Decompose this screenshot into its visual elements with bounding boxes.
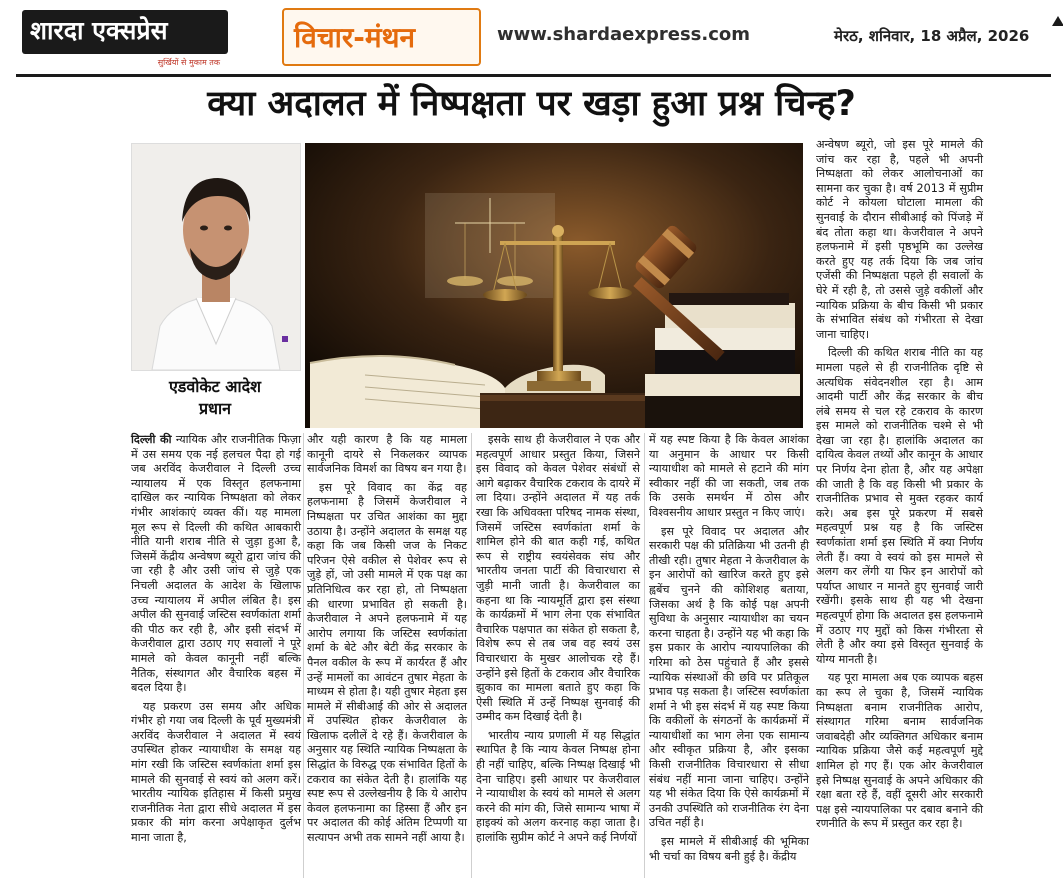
column-divider xyxy=(644,433,645,878)
article-column-2 xyxy=(307,433,467,878)
author-portrait-icon xyxy=(132,144,300,370)
author-name-line2: प्रधान xyxy=(199,399,231,418)
paragraph-text: न्यायिक और राजनीतिक फिज़ा में उस समय एक नई हलचल पैदा हो गई जब अरविंद केजरीवाल ने दिल्ली उच्च न्यायालय में एक विस्तृत हलफनामा दाखिल कर न्यायिक निष्पक्षता को लेकर गंभीर आशंकाएं व्यक्त कीं। यह मामला मूल रूप से दिल्ली की कथित आबकारी नीति यानी शराब नीति से जुड़ा हुआ है, जिसमें केंद्रीय अन्वेषण ब्यूरो द्वारा जांच की जा रही है और उसी जांच से जुड़े एक निचली अदालत के आदेश के खिलाफ उच्च न्यायालय में अपील लंबित है। इस अपील की सुनवाई जस्टिस स्वर्णकांता शर्मा की पीठ कर रही है, और इसी संदर्भ में केजरीवाल द्वारा उठाए गए सवालों ने पूरे मामले को केवल कानूनी नहीं बल्कि नैतिक, संस्थागत और वैचारिक बहस में बदल दिया है। xyxy=(131,433,301,695)
page-header xyxy=(0,0,1063,74)
author-name-line1: एडवोकेट आदेश xyxy=(168,377,262,396)
hero-image xyxy=(305,143,803,428)
author-photo xyxy=(131,143,301,371)
dateline: मेरठ, शनिवार, 18 अप्रैल, 2026 xyxy=(834,27,1030,45)
paragraph: भारतीय न्याय प्रणाली में यह सिद्धांत स्थापित है कि न्याय केवल निष्पक्ष होना ही नहीं चाहिए, बल्कि निष्पक्ष दिखाई भी देना चाहिए। इसी आधार पर केजरीवाल ने न्यायाधीश के स्वयं को मामले से अलग करने की मांग की, जिसे सामान्य भाषा में हाइक्यं को अलग करनाह कहा जाता है। हालांकि सुप्रीम कोर्ट ने अपने कई निर्णयों xyxy=(476,728,640,845)
author-byline xyxy=(131,376,299,420)
article-column-4 xyxy=(649,433,809,878)
section-logo xyxy=(282,8,481,66)
header-rule xyxy=(16,74,1051,77)
headline: क्या अदालत में निष्पक्षता पर खड़ा हुआ प्रश्न चिन्ह? xyxy=(207,84,856,124)
article-column-5 xyxy=(816,138,983,878)
section-name: विचार-मंथन xyxy=(294,21,416,54)
scales-gavel-icon xyxy=(305,143,803,428)
paragraph: इसके साथ ही केजरीवाल ने एक और महत्वपूर्ण आधार प्रस्तुत किया, जिसने इस विवाद को केवल पेशेवर संबंधों से आगे बढ़ाकर वैचारिक टकराव के दायरे में ला दिया। उन्होंने अदालत में यह तर्क रखा कि अधिवक्ता परिषद नामक संस्था, जिसमें जस्टिस स्वर्णकांता शर्मा के शामिल होने की बात कही गई, कथित रूप से राष्ट्रीय स्वयंसेवक संघ और भारतीय जनता पार्टी की विचारधारा से जुड़ी मानी जाती है। केजरीवाल का कहना था कि न्यायमूर्ति द्वारा इस संस्था के कार्यक्रमों में भाग लेना एक संभावित वैचारिक पक्षपात का संकेत हो सकता है, विशेष रूप से तब जब वह स्वयं उस विचारधारा के मुखर आलोचक रहे हैं। उन्होंने इसे हितों के टकराव और वैचारिक झुकाव का मामला बताते हुए कहा कि ऐसी स्थिति में उन्हें निष्पक्ष सुनवाई की उम्मीद कम दिखाई देती है। xyxy=(476,433,640,724)
paragraph: इस पूरे विवाद पर अदालत और सरकारी पक्ष की प्रतिक्रिया भी उतनी ही तीखी रही। तुषार मेहता ने केजरीवाल के इन आरोपों को खारिज करते हुए इसे ह्वबेंच चुनने की कोशिशह बताया, जिसका अर्थ है कि कोई पक्ष अपनी सुविधा के अनुसार न्यायाधीश का चयन करना चाहता है। उन्होंने यह भी कहा कि इस प्रकार के आरोप न्यायपालिका की गरिमा को ठेस पहुंचाते हैं और इससे न्यायिक संस्थाओं की छवि पर प्रतिकूल प्रभाव पड़ सकता है। जस्टिस स्वर्णकांता शर्मा ने भी इस संदर्भ में यह स्पष्ट किया कि वकीलों के संगठनों के कार्यक्रमों में न्यायाधीशों का भाग लेना एक सामान्य और स्वीकृत प्रक्रिया है, और इसका किसी राजनीतिक विचारधारा से सीधा संबंध नहीं माना जाना चाहिए। उन्होंने यह भी संकेत दिया कि ऐसे कार्यक्रमों में उनकी उपस्थिति को राजनीतिक रंग देना उचित नहीं है। xyxy=(649,524,809,830)
paragraph xyxy=(131,433,301,696)
column-divider xyxy=(471,433,472,878)
paragraph: में यह स्पष्ट किया है कि केवल आशंका या अनुमान के आधार पर किसी न्यायाधीश को मामले से हटाने की मांग स्वीकार नहीं की जा सकती, जब तक कि उसके समर्थन में ठोस और विश्वसनीय आधार प्रस्तुत न किए जाएं। xyxy=(649,433,809,519)
paragraph: इस पूरे विवाद का केंद्र वह हलफनामा है जिसमें केजरीवाल ने निष्पक्षता पर उचित आशंका का मुद्दा उठाया है। उन्होंने अदालत के समक्ष यह कहा कि जब किसी जज के निकट परिजन ऐसे वकील से पेशेवर रूप से जुड़े हों, जो उसी मामले में एक पक्ष का प्रतिनिधित्व कर रहा हो, तो निष्पक्षता की धारणा प्रभावित हो सकती है। केजरीवाल ने अपने हलफनामे में यह आरोप लगाया कि जस्टिस स्वर्णकांता शर्मा के बेटे और बेटी केंद्र सरकार के पैनल वकील के रूप में कार्यरत हैं और उन्हें मामलों का आवंटन तुषार मेहता के माध्यम से होता है। यही तुषार मेहता इस मामले में सीबीआई की ओर से अदालत में उपस्थित होकर केजरीवाल के खिलाफ दलीलें दे रहे हैं। केजरीवाल के अनुसार यह स्थिति न्यायिक निष्पक्षता के सिद्धांत के विरुद्ध एक संभावित हितों के टकराव का संकेत देती है। हालांकि यह स्पष्ट रूप से उल्लेखनीय है कि ये आरोप केवल हलफनामा का हिस्सा हैं और इन पर अदालत की कोई अंतिम टिप्पणी या सत्यापन अभी तक सामने नहीं आया है। xyxy=(307,480,467,845)
corner-triangle-icon xyxy=(1052,16,1063,26)
paragraph: और यही कारण है कि यह मामला कानूनी दायरे से निकलकर व्यापक सार्वजनिक विमर्श का विषय बन गया है। xyxy=(307,433,467,476)
column-divider xyxy=(303,433,304,878)
article-column-3 xyxy=(476,433,640,878)
masthead-tagline: सुर्खियों से मुकाम तक xyxy=(157,58,220,67)
paragraph: इस मामले में सीबीआई की भूमिका भी चर्चा का विषय बनी हुई है। केंद्रीय xyxy=(649,835,809,863)
paragraph: दिल्ली की कथित शराब नीति का यह मामला पहले से ही राजनीतिक दृष्टि से अत्यधिक संवेदनशील रहा है। आम आदमी पार्टी और केंद्र सरकार के बीच लंबे समय से चल रहे टकराव के कारण इस मामले को राजनीतिक चश्मे से भी देखा जा रहा है। हालांकि अदालत का दायित्व केवल तथ्यों और कानून के आधार पर निर्णय देना होता है, और यह अपेक्षा की जाती है कि वह किसी भी प्रकार के राजनीतिक प्रभाव से मुक्त रहकर कार्य करे। अब इस पूरे प्रकरण में सबसे महत्वपूर्ण प्रश्न यह है कि जस्टिस स्वर्णकांता शर्मा इस स्थिति में क्या निर्णय लेती हैं। क्या वे स्वयं को इस मामले से अलग कर लेंगी या फिर इन आरोपों को पर्याप्त आधार न मानते हुए सुनवाई जारी रखेंगी। इसके साथ ही यह भी देखना महत्वपूर्ण होगा कि अदालत इस हलफनामे में उठाए गए मुद्दों को किस गंभीरता से लेती है और क्या इसे विस्तृत सुनवाई के योग्य मानती है। xyxy=(816,346,983,666)
paragraph: यह प्रकरण उस समय और अधिक गंभीर हो गया जब दिल्ली के पूर्व मुख्यमंत्री अरविंद केजरीवाल ने अदालत में स्वयं उपस्थित होकर न्यायाधीश के समक्ष यह मांग रखी कि जस्टिस स्वर्णकांता शर्मा इस मामले की सुनवाई से स्वयं को अलग करें। भारतीय न्यायिक इतिहास में किसी प्रमुख राजनीतिक नेता द्वारा सीधे अदालत में इस प्रकार की मांग करना अपेक्षाकृत दुर्लभ माना जाता है, xyxy=(131,699,301,845)
paragraph: यह पूरा मामला अब एक व्यापक बहस का रूप ले चुका है, जिसमें न्यायिक निष्पक्षता बनाम राजनीतिक आरोप, संस्थागत गरिमा बनाम सार्वजनिक जवाबदेही और व्यक्तिगत अधिकार बनाम न्यायिक प्रक्रिया जैसे कई महत्वपूर्ण मुद्दे शामिल हो गए हैं। एक ओर केजरीवाल इसे निष्पक्ष सुनवाई के अपने अधिकार की रक्षा बता रहे हैं, वहीं दूसरी ओर सरकारी पक्ष इसे न्यायपालिका पर दबाव बनाने की रणनीति के रूप में प्रस्तुत कर रहा है। xyxy=(816,671,983,831)
website-url[interactable]: www.shardaexpress.com xyxy=(497,24,751,45)
article-column-1 xyxy=(131,433,301,878)
masthead-name: शारदा एक्सप्रेस xyxy=(30,16,168,45)
lead-in: दिल्ली की xyxy=(131,433,172,446)
paragraph: अन्वेषण ब्यूरो, जो इस पूरे मामले की जांच कर रहा है, पहले भी अपनी निष्पक्षता को लेकर आलोचनाओं का सामना कर चुका है। वर्ष 2013 में सुप्रीम कोर्ट ने कोयला घोटाला मामला की सुनवाई के दौरान सीबीआई को पिंजड़े में बंद तोता कहा था। केजरीवाल ने अपने हलफनामे में इसी पृष्ठभूमि का उल्लेख करते हुए यह तर्क दिया कि जब जांच एजेंसी की निष्पक्षता पहले ही सवालों के घेरे में रही है, तो उससे जुड़े वकीलों और न्यायिक प्रक्रिया के बीच किसी भी प्रकार के संभावित संबंध को गंभीरता से देखा जाना चाहिए। xyxy=(816,138,983,341)
masthead-logo xyxy=(22,10,228,67)
